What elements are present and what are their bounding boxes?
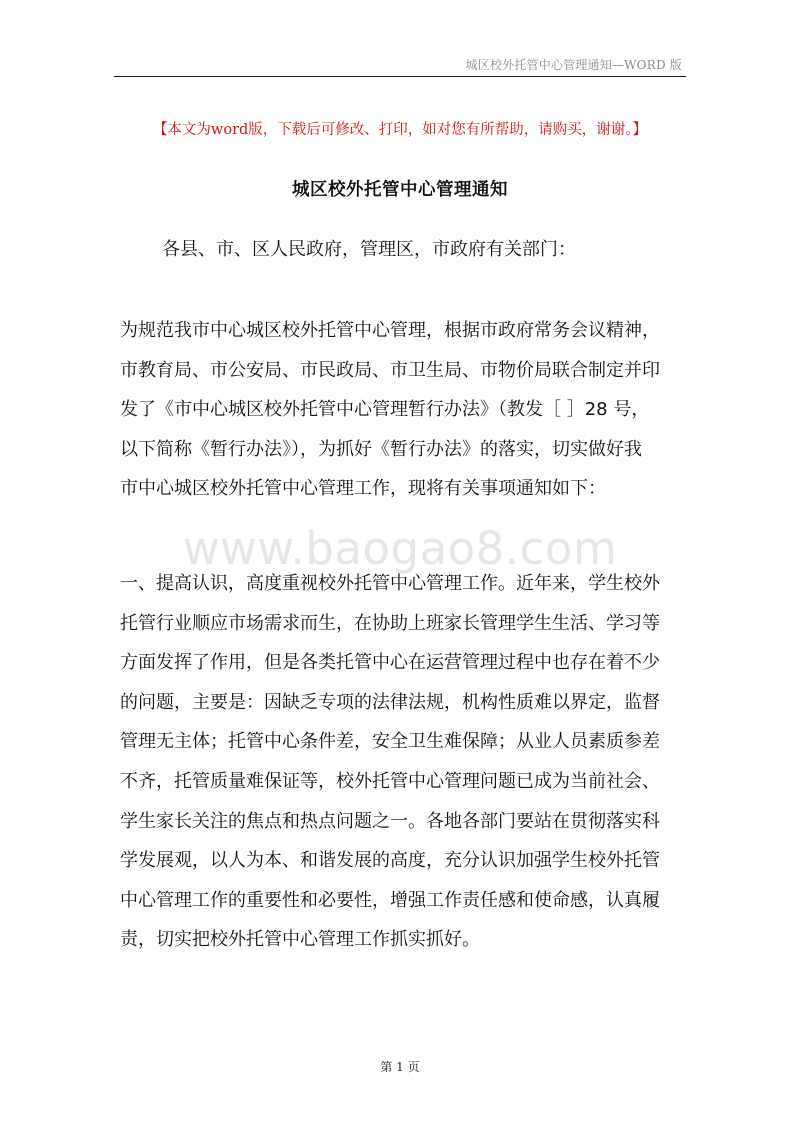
paragraph-line: 市教育局、市公安局、市民政局、市卫生局、市物价局联合制定并印	[120, 359, 660, 381]
paragraph-line: 发了《市中心城区校外托管中心管理暂行办法》（教发［ ］28 号，	[120, 399, 650, 421]
paragraph-line: 一、提高认识，高度重视校外托管中心管理工作。近年来，学生校外	[120, 573, 660, 594]
paragraph-line: 责，切实把校外托管中心管理工作抓实抓好。	[120, 929, 480, 951]
running-header-title: 城区校外托管中心管理通知—WORD 版	[465, 58, 682, 72]
intro-paragraph	[120, 311, 685, 509]
page-number: 第 1 页	[380, 1060, 420, 1074]
addressee-line: 各县、市、区人民政府，管理区，市政府有关部门：	[162, 239, 576, 260]
paragraph-line: 学生家长关注的焦点和热点问题之一。各地各部门要站在贯彻落实科	[120, 810, 660, 832]
header-divider	[114, 76, 686, 77]
watermark: www.baogao8.com	[182, 522, 618, 575]
paragraph-line: 学发展观，以人为本、和谐发展的高度，充分认识加强学生校外托管	[120, 850, 660, 872]
section-1-paragraph	[120, 564, 685, 960]
download-notice: 【本文为word版，下载后可修改、打印，如对您有所帮助，请购买，谢谢。】	[152, 122, 648, 138]
paragraph-line: 中心管理工作的重要性和必要性，增强工作责任感和使命感，认真履	[120, 889, 660, 911]
document-title: 城区校外托管中心管理通知	[292, 180, 508, 200]
paragraph-line: 市中心城区校外托管中心管理工作，现将有关事项通知如下：	[120, 478, 606, 500]
paragraph-line: 为规范我市中心城区校外托管中心管理，根据市政府常务会议精神，	[120, 320, 660, 341]
paragraph-line: 以下简称《暂行办法》），为抓好《暂行办法》的落实，切实做好我	[120, 438, 642, 460]
paragraph-line: 托管行业顺应市场需求而生，在协助上班家长管理学生生活、学习等	[120, 612, 660, 634]
paragraph-line: 的问题，主要是：因缺乏专项的法律法规，机构性质难以界定，监督	[120, 691, 660, 713]
paragraph-line: 方面发挥了作用，但是各类托管中心在运营管理过程中也存在着不少	[120, 652, 660, 674]
paragraph-line: 管理无主体；托管中心条件差，安全卫生难保障；从业人员素质参差	[120, 731, 660, 753]
paragraph-line: 不齐，托管质量难保证等，校外托管中心管理问题已成为当前社会、	[120, 770, 660, 792]
